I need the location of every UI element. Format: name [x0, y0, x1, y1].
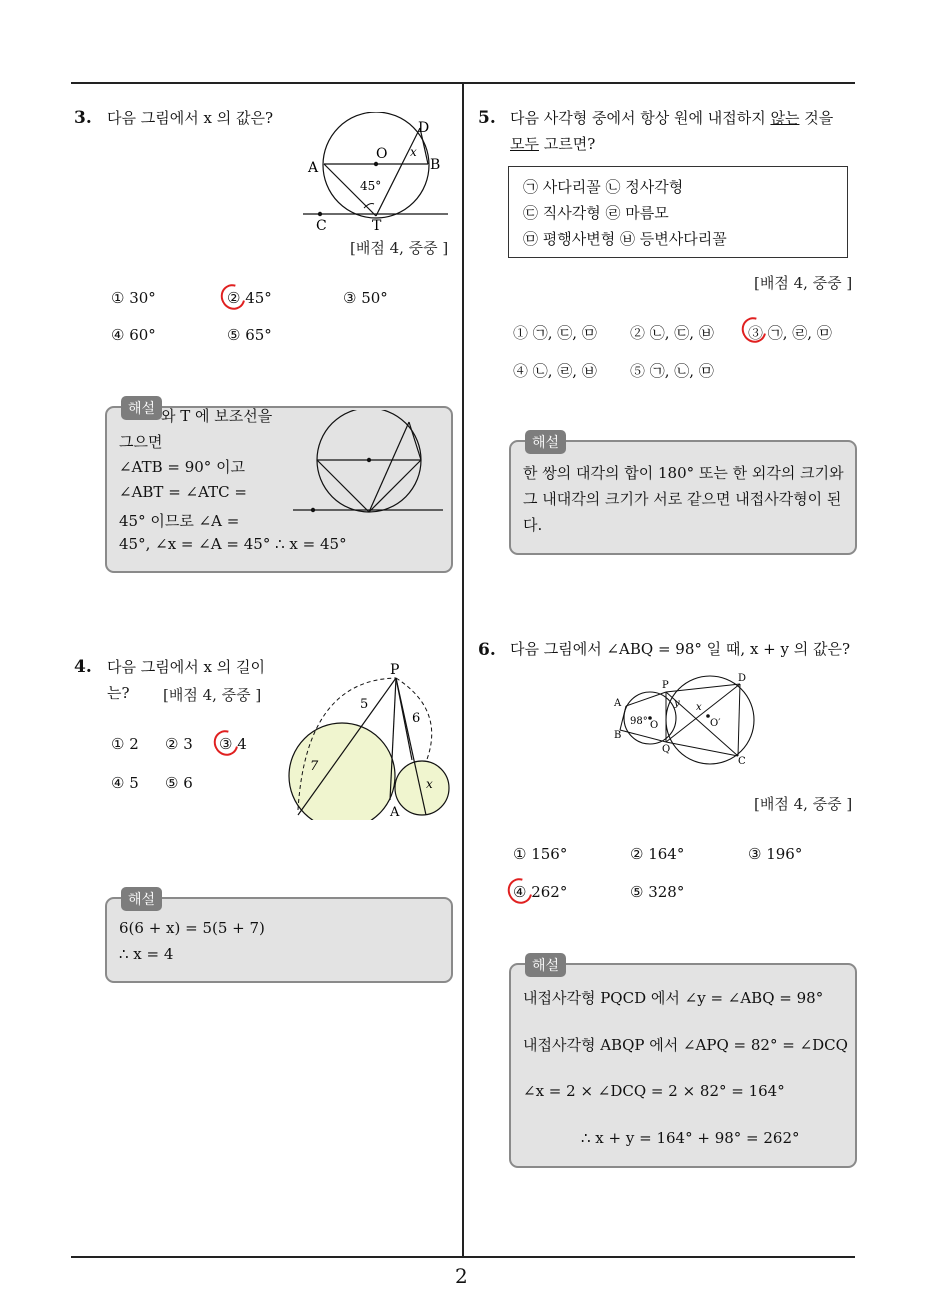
q6-solution-line-1: 내접사각형 PQCD 에서 ∠y = ∠ABQ = 98° [523, 989, 824, 1007]
q3-solution-line-5: 45° 이므로 ∠A = [119, 512, 240, 530]
q6-text: 다음 그림에서 ∠ABQ = 98° 일 때, x + y 의 값은? [510, 640, 851, 658]
q6-answer-mark [503, 874, 537, 909]
q3-choice-4[interactable]: ④ 60° [111, 326, 156, 344]
q3-choice-1[interactable]: ① 30° [111, 289, 156, 307]
q5-choice-3[interactable]: ③ ㉠, ㉣, ㉤ [748, 324, 832, 342]
q6-label-x: x [696, 702, 702, 713]
q4-solution-tag: 해설 [121, 887, 162, 911]
q4-label-7: 7 [310, 759, 319, 774]
q6-choice-4[interactable]: ④ 262° [513, 883, 568, 901]
q5-choice-5[interactable]: ⑤ ㉠, ㉡, ㉤ [630, 362, 714, 380]
q4-solution-line-1: 6(6 + x) = 5(5 + 7) [119, 919, 265, 937]
q3-solution-line-3: ∠ATB = 90° 이고 [119, 458, 246, 476]
q4-answer-mark [209, 726, 243, 761]
q4-number: 4. [74, 657, 92, 677]
q3-choice-5[interactable]: ⑤ 65° [227, 326, 272, 344]
q3-label-x: x [410, 145, 417, 159]
q3-label-b: B [430, 157, 441, 173]
q4-label-6: 6 [412, 711, 421, 726]
q3-choice-3[interactable]: ③ 50° [343, 289, 388, 307]
q6-label-y: y [674, 698, 680, 709]
q3-meta: [배점 4, 중중 ] [350, 239, 449, 257]
q4-choice-5[interactable]: ⑤ 6 [165, 774, 193, 792]
q6-label-q: Q [662, 744, 671, 755]
column-divider [462, 82, 464, 1257]
q4-meta: [배점 4, 중중 ] [163, 686, 262, 704]
q6-label-o: O [650, 720, 659, 731]
q3-label-t: T [372, 218, 382, 234]
q4-label-x: x [426, 777, 433, 791]
q5-solution-tag: 해설 [525, 430, 566, 454]
q6-number: 6. [478, 640, 496, 660]
q4-text-line1: 다음 그림에서 x 의 길이 [107, 658, 265, 676]
q5-text-line2-post: 고르면? [538, 135, 596, 153]
q4-choice-3[interactable]: ③ 4 [219, 735, 247, 753]
q3-label-a: A [308, 160, 319, 176]
q3-label-c: C [316, 218, 327, 234]
q5-solution-line-1: 한 쌍의 대각의 합이 180° 또는 한 외각의 크기와 [523, 464, 844, 482]
page-number: 2 [455, 1264, 468, 1288]
q6-solution-line-2: 내접사각형 ABQP 에서 ∠APQ = 82° = ∠DCQ [523, 1036, 848, 1054]
q4-text-line2: 는? [107, 684, 130, 702]
q3-solution-tag: 해설 [121, 396, 162, 420]
q3-solution-box [105, 401, 453, 573]
q6-label-a: A [614, 698, 622, 709]
q5-text-line1 [510, 105, 833, 131]
q6-label-angle: 98° [630, 716, 648, 727]
q4-choice-1[interactable]: ① 2 [111, 735, 139, 753]
q3-solution-line-2: 그으면 [119, 433, 163, 451]
q6-choice-2[interactable]: ② 164° [630, 845, 685, 863]
q4-choice-4[interactable]: ④ 5 [111, 774, 139, 792]
q5-text-line1-post: 것을 [799, 109, 834, 127]
q4-figure [286, 660, 454, 820]
q5-choice-4[interactable]: ④ ㉡, ㉣, ㉥ [513, 362, 597, 380]
q5-solution-line-2: 그 내대각의 크기가 서로 같으면 내접사각형이 된 [523, 490, 842, 508]
q5-choice-2[interactable]: ② ㉡, ㉢, ㉥ [630, 324, 714, 342]
q3-solution-figure [293, 410, 449, 530]
q3-answer-mark [216, 280, 250, 315]
q5-text-line2 [510, 131, 595, 157]
bottom-rule [71, 1256, 855, 1258]
q3-solution-line-4: ∠ABT = ∠ATC = [119, 483, 247, 501]
q6-label-p: P [662, 680, 669, 691]
q5-option-line-1: ㉠ 사다리꼴 ㉡ 정사각형 [523, 178, 684, 196]
q5-text-line1-pre: 다음 사각형 중에서 항상 원에 내접하지 [510, 109, 771, 127]
q6-solution-tag: 해설 [525, 953, 566, 977]
q5-solution-line-3: 다. [523, 516, 543, 534]
q6-label-b: B [614, 730, 622, 741]
q5-solution-box [509, 435, 857, 555]
q6-choice-5[interactable]: ⑤ 328° [630, 883, 685, 901]
q3-solution-line-1: 와 T 에 보조선을 [161, 407, 273, 425]
q6-solution-line-3: ∠x = 2 × ∠DCQ = 2 × 82° = 164° [523, 1082, 785, 1100]
q4-label-p: P [390, 662, 400, 678]
q6-label-d: D [738, 673, 747, 684]
q4-solution-box [105, 892, 453, 983]
q4-solution-line-2: ∴ x = 4 [119, 945, 174, 963]
q6-solution-box [509, 958, 857, 1168]
q3-solution-line-6: 45°, ∠x = ∠A = 45° ∴ x = 45° [119, 535, 347, 553]
q5-text-line2-underline: 모두 [510, 135, 539, 153]
q4-choice-2[interactable]: ② 3 [165, 735, 193, 753]
q6-label-o2: O′ [710, 718, 721, 729]
q4-label-5: 5 [360, 697, 369, 712]
q3-label-angle: 45° [360, 179, 382, 193]
q6-meta: [배점 4, 중중 ] [754, 795, 853, 813]
q5-option-line-2: ㉢ 직사각형 ㉣ 마름모 [523, 204, 669, 222]
q6-label-c: C [738, 756, 746, 767]
q6-figure [610, 670, 760, 770]
q6-solution-line-4: ∴ x + y = 164° + 98° = 262° [581, 1129, 800, 1147]
q3-label-d: D [418, 120, 430, 136]
q5-meta: [배점 4, 중중 ] [754, 274, 853, 292]
q3-number: 3. [74, 108, 92, 128]
q4-label-a: A [390, 805, 400, 820]
q5-options-box [508, 166, 848, 258]
q3-label-o: O [376, 146, 388, 162]
q3-choice-2[interactable]: ② 45° [227, 289, 272, 307]
q3-figure [300, 112, 450, 237]
q5-option-line-3: ㉤ 평행사변형 ㉥ 등변사다리꼴 [523, 230, 727, 248]
q3-text: 다음 그림에서 x 의 값은? [107, 109, 273, 127]
q6-choice-1[interactable]: ① 156° [513, 845, 568, 863]
q5-choice-1[interactable]: ① ㉠, ㉢, ㉤ [513, 324, 597, 342]
q5-text-line1-underline: 않는 [770, 109, 800, 127]
q6-choice-3[interactable]: ③ 196° [748, 845, 803, 863]
q5-number: 5. [478, 108, 496, 128]
